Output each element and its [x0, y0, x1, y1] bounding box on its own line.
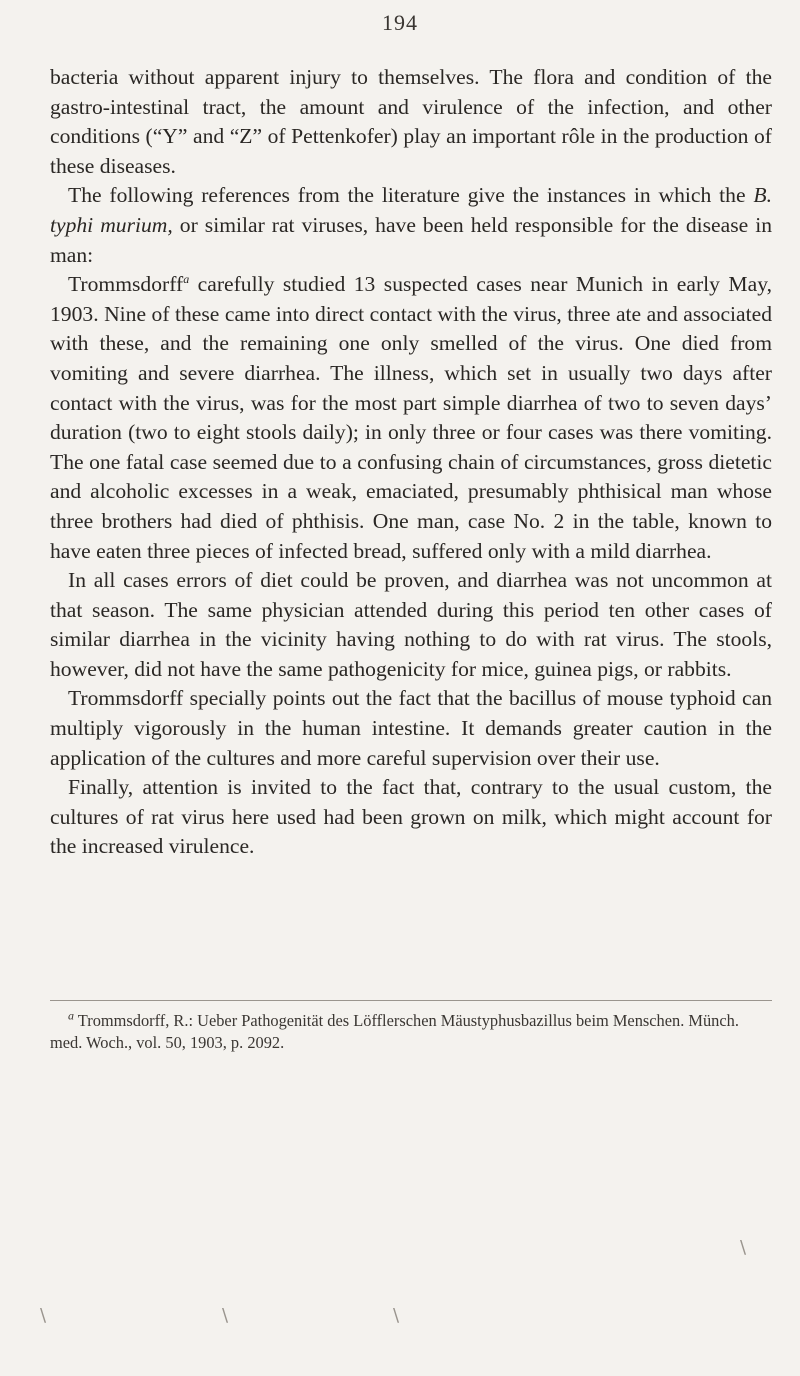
- species-name: B. typhi murium,: [50, 183, 772, 237]
- footnote: [50, 1010, 772, 1054]
- scan-mark: \: [740, 1237, 747, 1258]
- author-name: Trommsdorff: [68, 272, 184, 297]
- scan-mark: \: [393, 1305, 400, 1326]
- body-text: [50, 63, 772, 862]
- paragraph-2: [50, 181, 772, 270]
- paragraph-1: bacteria without apparent injury to themselves. The flora and condition of the gastro-intestinal tract, the amount and virulence of the infection, and other conditions (“Y” and “Z” of Pettenkofer) play an important rôle in the production of these diseases.: [50, 65, 772, 178]
- paragraph-4: In all cases errors of diet could be proven, and diarrhea was not uncommon at that season. The same physician attended during this period ten other cases of similar diarrhea in the vicinity having nothing to do with rat virus. The stools, however, did not have the same pathogenicity for mice, guinea pigs, or rabbits.: [50, 568, 772, 681]
- footnote-text: Trommsdorff, R.: Ueber Pathogenität des Löfflerschen Mäustyphusbazillus beim Menschen. Münch. med. Woch., vol. 50, 1903, p. 2092.: [50, 1011, 739, 1052]
- paragraph-2-end: or similar rat viruses, have been held responsible for the disease in man:: [50, 212, 772, 267]
- page-number: 194: [382, 10, 418, 35]
- scan-mark: \: [222, 1305, 229, 1326]
- paragraph-2-start: The following references from the literature give the instances in which the: [68, 183, 754, 208]
- footnote-divider: [50, 1000, 772, 1001]
- footnote-marker: a: [68, 1008, 74, 1023]
- paragraph-5: Trommsdorff specially points out the fact that the bacillus of mouse typhoid can multiply vigorously in the human intestine. It demands greater caution in the application of the cultures and more careful supervision over their use.: [50, 686, 772, 770]
- paragraph-3-text: carefully studied 13 suspected cases near Munich in early May, 1903. Nine of these came into direct contact with the virus, three ate and associated with these, and the remaining one only smelled of the virus. One died from vomiting and severe diarrhea. The illness, which set in usually two days after contact with the virus, was for the most part simple diarrhea of two to seven days’ duration (two to eight stools daily); in only three or four cases was there vomiting. The one fatal case seemed due to a confusing chain of circumstances, gross dietetic and alcoholic excesses in a weak, emaciated, presumably phthisical man whose three brothers had died of phthisis. One man, case No. 2 in the table, known to have eaten three pieces of infected bread, suffered only with a mild diarrhea.: [50, 272, 772, 563]
- footnote-reference: a: [183, 271, 190, 286]
- paragraph-3: [50, 270, 772, 566]
- scan-mark: \: [40, 1305, 47, 1326]
- paragraph-6: Finally, attention is invited to the fact that, contrary to the usual custom, the cultures of rat virus here used had been grown on milk, which might account for the increased virulence.: [50, 775, 772, 859]
